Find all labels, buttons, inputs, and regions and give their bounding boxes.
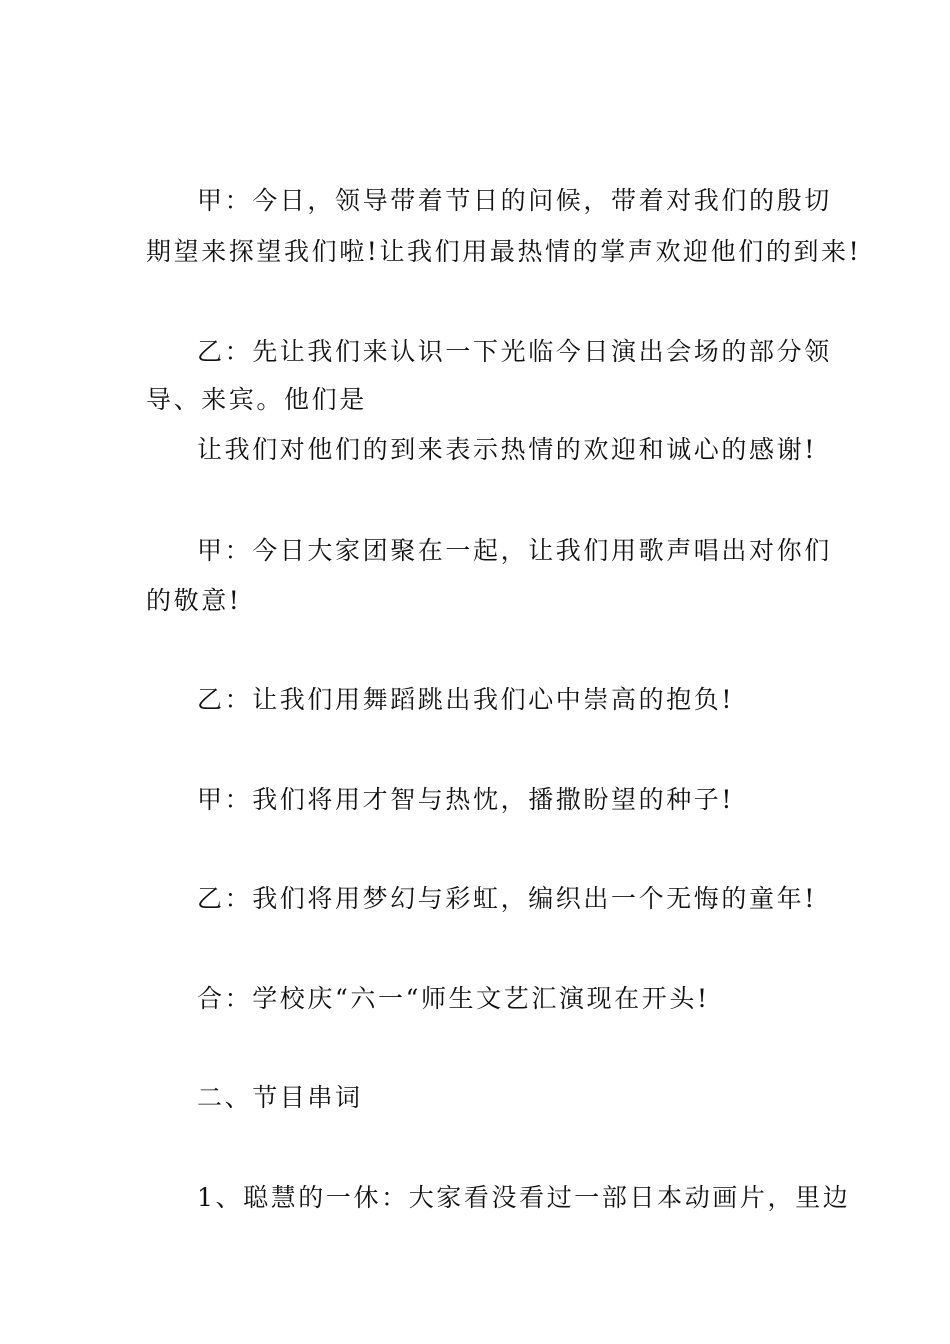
paragraph-line: 1、聪慧的一休：大家看没看过一部日本动画片，里边 bbox=[197, 1183, 851, 1212]
paragraph-line: 乙：让我们用舞蹈跳出我们心中崇高的抱负! bbox=[197, 685, 735, 714]
paragraph-line: 让我们对他们的到来表示热情的欢迎和诚心的感谢! bbox=[197, 435, 817, 464]
section-heading: 二、节目串词 bbox=[197, 1083, 363, 1112]
paragraph-line: 期望来探望我们啦!让我们用最热情的掌声欢迎他们的到来! bbox=[146, 237, 862, 266]
paragraph-line: 甲：今日大家团聚在一起，让我们用歌声唱出对你们 bbox=[197, 536, 832, 565]
paragraph-line: 导、来宾。他们是 bbox=[146, 385, 367, 414]
paragraph-line: 乙：我们将用梦幻与彩虹，编织出一个无悔的童年! bbox=[197, 884, 817, 913]
paragraph-line: 合：学校庆“六一“师生文艺汇演现在开头! bbox=[197, 984, 710, 1013]
paragraph-line: 乙：先让我们来认识一下光临今日演出会场的部分领 bbox=[197, 337, 832, 366]
paragraph-line: 的敬意! bbox=[146, 586, 242, 615]
paragraph-line: 甲：今日，领导带着节日的问候，带着对我们的殷切 bbox=[197, 186, 832, 215]
paragraph-line: 甲：我们将用才智与热忱，播撒盼望的种子! bbox=[197, 785, 735, 814]
